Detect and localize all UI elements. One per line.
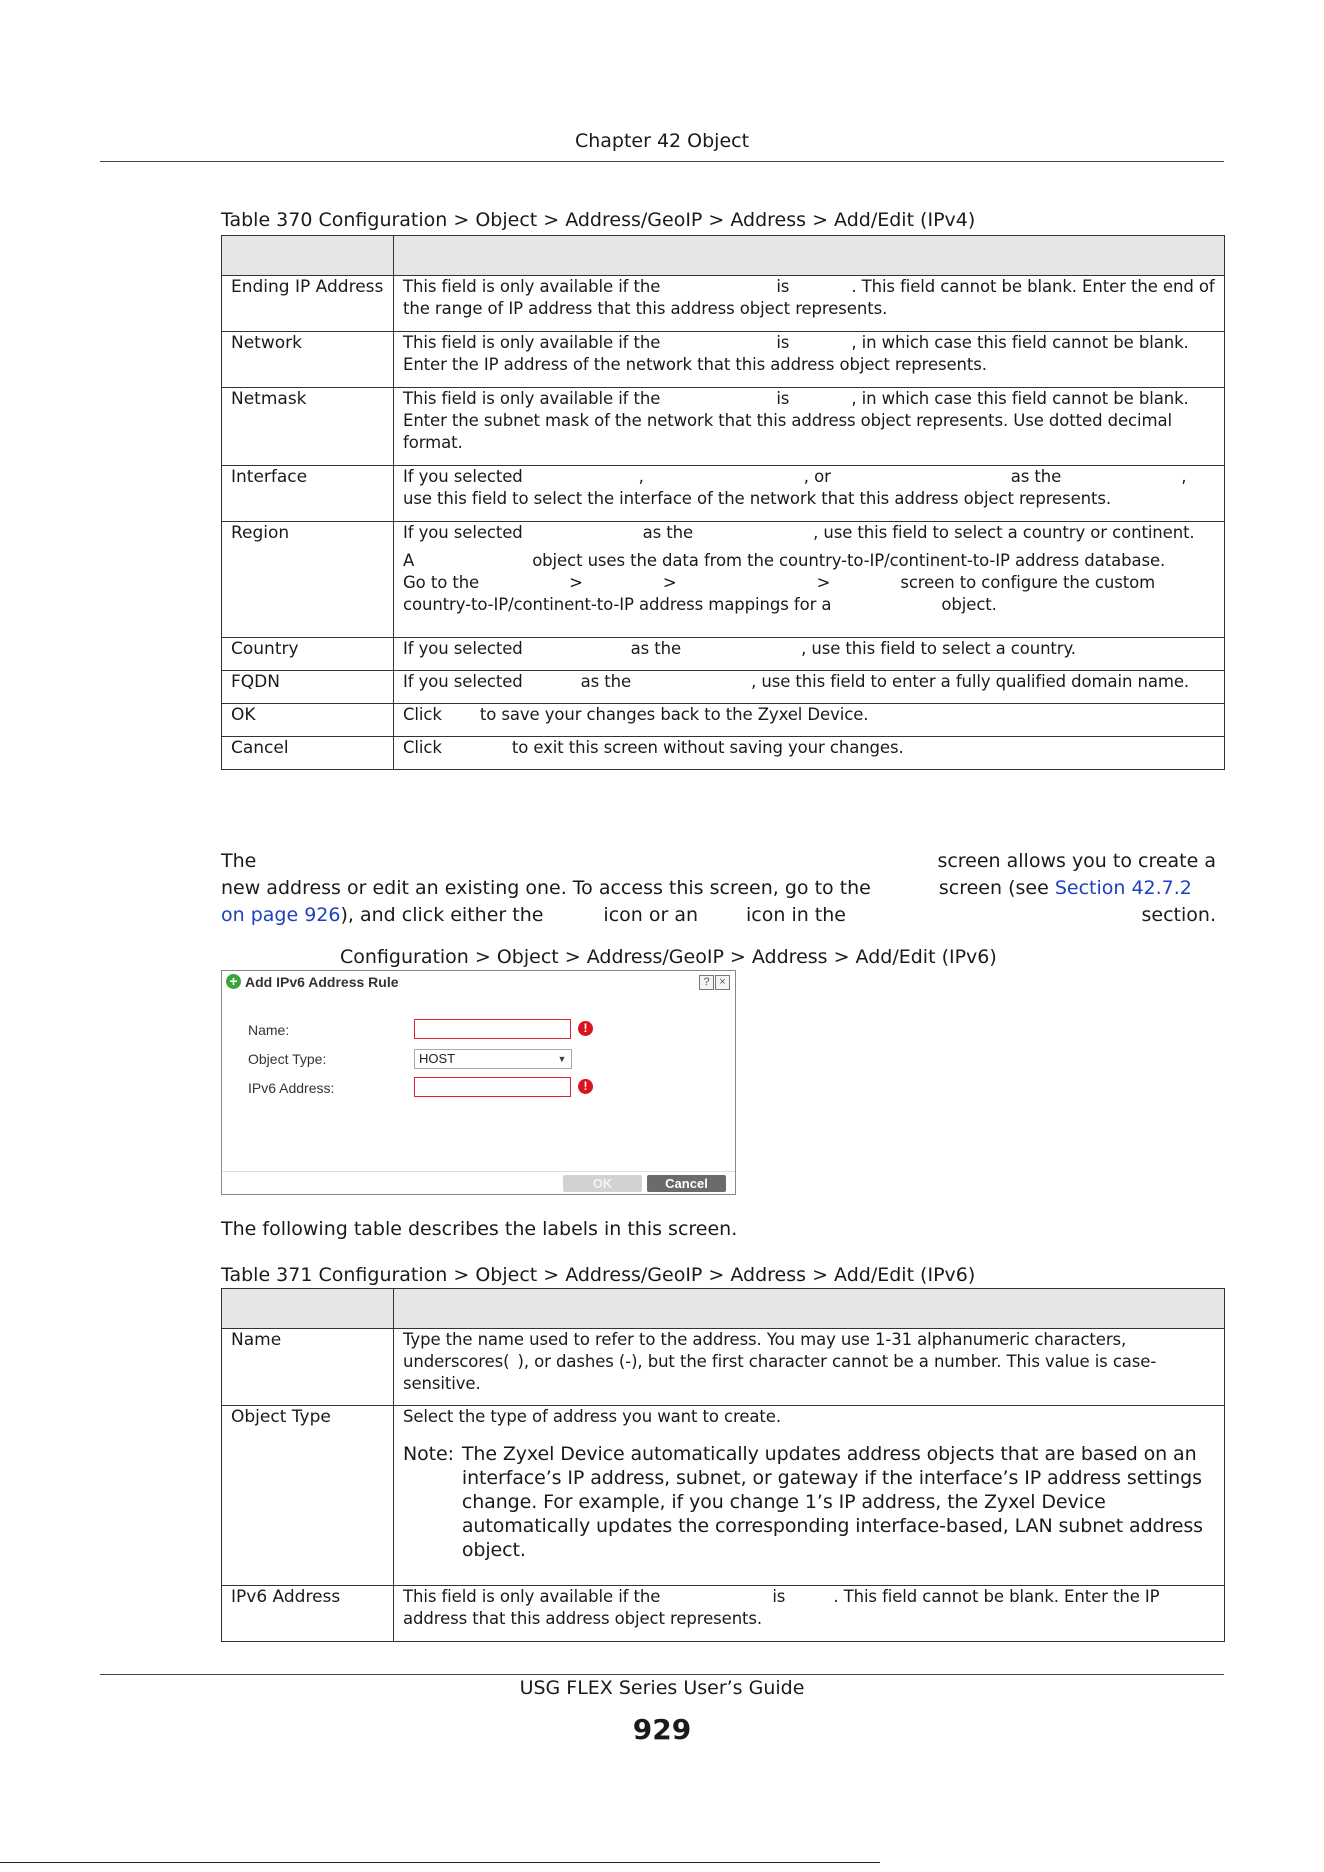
header-divider bbox=[100, 161, 1224, 162]
figure-caption: Configuration > Object > Address/GeoIP > Address > Add/Edit (IPv6) bbox=[340, 946, 997, 968]
table-row bbox=[222, 332, 1225, 388]
page-link[interactable]: on page 926 bbox=[221, 904, 341, 926]
table-row bbox=[222, 671, 1225, 704]
row-label: Netmask bbox=[222, 388, 394, 466]
row-description: Type the name used to refer to the address. You may use 1-31 alphanumeric characters, underscores( ), or dashes (-), but the first character cannot be a number. This value is case-sensitive. bbox=[394, 1329, 1225, 1406]
help-icon[interactable]: ? bbox=[699, 975, 714, 990]
row-label: OK bbox=[222, 704, 394, 737]
after-figure-text: The following table describes the labels in this screen. bbox=[221, 1218, 738, 1240]
guide-title: USG FLEX Series User’s Guide bbox=[519, 1677, 805, 1699]
table-row bbox=[222, 522, 1225, 638]
row-description: If you selected , , or as the , use this field to select the interface of the network that this address object represents. bbox=[394, 466, 1225, 522]
table-row bbox=[222, 1406, 1225, 1586]
table-row bbox=[222, 1586, 1225, 1642]
row-description: This field is only available if the is , in which case this field cannot be blank. Enter the subnet mask of the network that this address object represents. Use dotted decimal format. bbox=[394, 388, 1225, 466]
row-label: Ending IP Address bbox=[222, 276, 394, 332]
ok-button[interactable]: OK bbox=[563, 1175, 642, 1192]
row-label: Country bbox=[222, 638, 394, 671]
close-icon[interactable]: × bbox=[715, 975, 730, 990]
object-type-select[interactable]: HOST ▼ bbox=[414, 1049, 572, 1069]
error-icon: ! bbox=[578, 1079, 593, 1094]
footer-divider bbox=[100, 1674, 1224, 1675]
row-label: IPv6 Address bbox=[222, 1586, 394, 1642]
object-type-label: Object Type: bbox=[248, 1051, 327, 1067]
ipv6-address-label: IPv6 Address: bbox=[248, 1080, 335, 1096]
row-description: This field is only available if the is . This field cannot be blank. Enter the IP address that this address object represents. bbox=[394, 1586, 1225, 1642]
chevron-down-icon: ▼ bbox=[557, 1054, 567, 1064]
row-label: Interface bbox=[222, 466, 394, 522]
error-icon: ! bbox=[578, 1021, 593, 1036]
table-row bbox=[222, 466, 1225, 522]
row-label: FQDN bbox=[222, 671, 394, 704]
table-row bbox=[222, 1329, 1225, 1406]
intro-paragraph: The screen allows you to create a new address or edit an existing one. To access this screen, go to the screen (see Section 42.7.2 on page 926), and click either the icon or an icon in the section. bbox=[221, 850, 1216, 926]
page-number: 929 bbox=[632, 1713, 692, 1746]
dialog-footer bbox=[222, 1171, 735, 1194]
row-description: If you selected as the , use this field to select a country or continent. A object uses the data from the country-to-IP/continent-to-IP address database. Go to the > > > screen to configure the custom country-to-IP/continent-to-IP address mappings for a object. bbox=[394, 522, 1225, 638]
table-370-caption: Table 370 Configuration > Object > Address/GeoIP > Address > Add/Edit (IPv4) bbox=[221, 209, 976, 231]
table-371-caption: Table 371 Configuration > Object > Address/GeoIP > Address > Add/Edit (IPv6) bbox=[221, 1264, 976, 1286]
row-description: If you selected as the , use this field to select a country. bbox=[394, 638, 1225, 671]
row-label: Cancel bbox=[222, 737, 394, 770]
row-label: Network bbox=[222, 332, 394, 388]
note: Note: The Zyxel Device automatically updates address objects that are based on an interface’s IP address, subnet, or gateway if the interface’s IP address settings change. For example, if you change 1’s IP address, the Zyxel Device automatically updates the corresponding interface-based, LAN subnet address object. bbox=[403, 1443, 1203, 1561]
row-description: Select the type of address you want to create. Note: The Zyxel Device automatically updates address objects that are based on an interface’s IP address, subnet, or gateway if the interface’s IP address settings change. For example, if you change 1’s IP address, the Zyxel Device automatically updates the corresponding interface-based, LAN subnet address object. bbox=[394, 1406, 1225, 1586]
section-link[interactable]: Section 42.7.2 bbox=[1054, 877, 1192, 899]
name-input[interactable] bbox=[414, 1019, 571, 1039]
name-label: Name: bbox=[248, 1022, 290, 1038]
row-description: This field is only available if the is . This field cannot be blank. Enter the end of the range of IP address that this address object represents. bbox=[394, 276, 1225, 332]
dialog-title-bar bbox=[222, 971, 735, 993]
bottom-divider bbox=[0, 1862, 880, 1863]
row-label: Object Type bbox=[222, 1406, 394, 1586]
row-description: If you selected as the , use this field to enter a fully qualified domain name. bbox=[394, 671, 1225, 704]
row-description: This field is only available if the is , in which case this field cannot be blank. Enter the IP address of the network that this address object represents. bbox=[394, 332, 1225, 388]
dialog-title: Add IPv6 Address Rule bbox=[245, 974, 399, 990]
ipv6-address-input[interactable] bbox=[414, 1077, 571, 1097]
table-370 bbox=[221, 235, 1225, 770]
row-label: Region bbox=[222, 522, 394, 638]
table-header-row bbox=[222, 1289, 1225, 1329]
table-row bbox=[222, 638, 1225, 671]
row-label: Name bbox=[222, 1329, 394, 1406]
table-row bbox=[222, 704, 1225, 737]
row-description: Click to exit this screen without saving your changes. bbox=[394, 737, 1225, 770]
cancel-button[interactable]: Cancel bbox=[647, 1175, 726, 1192]
chapter-header: Chapter 42 Object bbox=[574, 130, 750, 152]
table-row bbox=[222, 388, 1225, 466]
add-ipv6-address-rule-dialog bbox=[221, 970, 736, 1195]
row-description: Click to save your changes back to the Zyxel Device. bbox=[394, 704, 1225, 737]
table-371 bbox=[221, 1288, 1225, 1642]
add-icon: + bbox=[226, 974, 241, 989]
table-row bbox=[222, 276, 1225, 332]
table-header-row bbox=[222, 236, 1225, 276]
table-row bbox=[222, 737, 1225, 770]
